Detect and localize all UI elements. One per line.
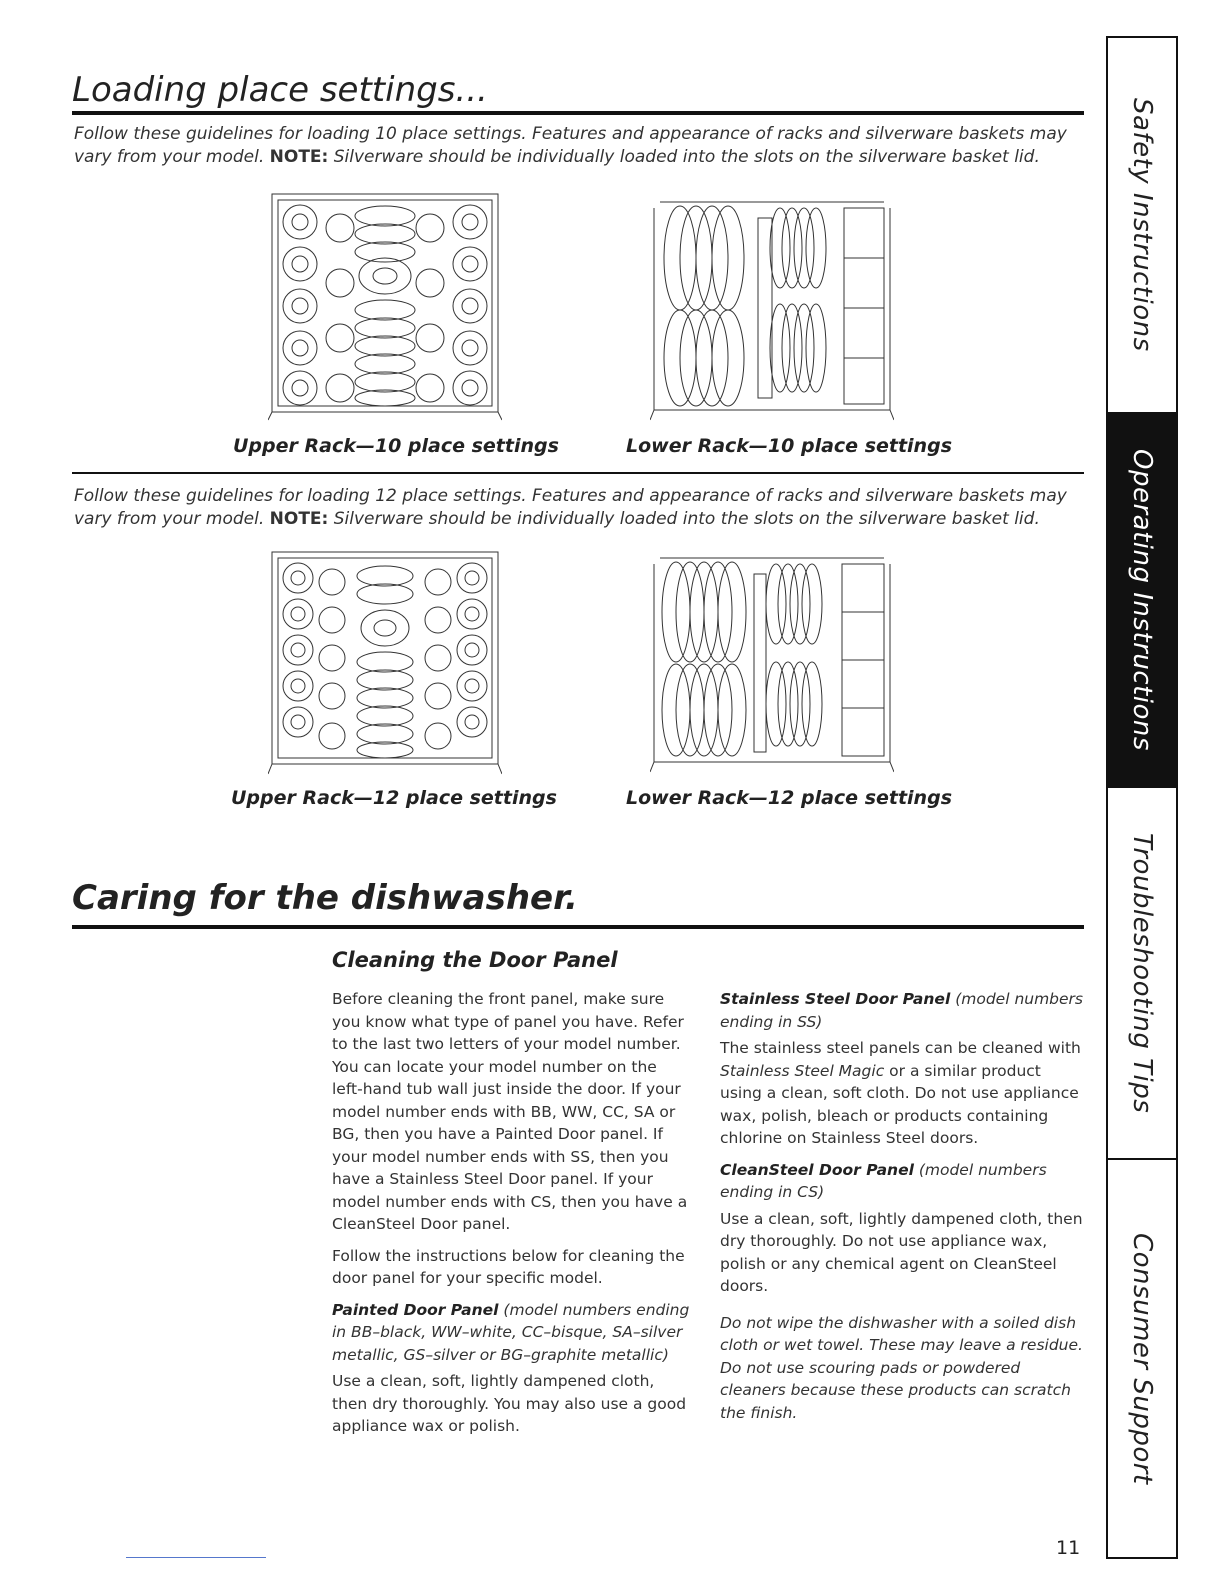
caption-upper-12: Upper Rack—12 place settings [231,787,557,809]
lower-rack-12-illustration [650,546,894,776]
caption-lower-10: Lower Rack—10 place settings [626,435,952,457]
note-label: NOTE: [269,147,329,167]
cs-models: (model numbers ending in CS) [720,1160,1047,1201]
lower-rack-10-illustration [650,188,894,424]
para-follow: Follow the instructions below for cleaning the door panel for your specific model. [332,1246,685,1287]
tab-safety-instructions[interactable] [1108,38,1176,412]
note-label-2: NOTE: [269,509,329,529]
title-rule [72,111,1084,115]
section-sidebar [1106,36,1178,1559]
painted-models: (model numbers ending in BB–black, WW–white, CC–bisque, SA–silver metallic, GS–silver or BG–graphite metallic) [332,1300,690,1364]
note-text: Silverware should be individually loaded into the slots on the silverware basket lid. [333,147,1040,167]
tab-safety-label: Safety Instructions [1127,98,1157,352]
column-left [332,988,692,1447]
intro-12-text: Follow these guidelines for loading 12 place settings. Features and appearance of racks and silverware baskets may vary from your model. [74,486,1067,529]
cs-heading [720,1159,1084,1204]
tab-troubleshooting-tips[interactable] [1108,788,1176,1158]
warning-text: Do not wipe the dishwasher with a soiled dish cloth or wet towel. These may leave a residue. Do not use scouring pads or powdered cleaners because these products can scratch the finish. [720,1313,1083,1422]
ss-text-a: The stainless steel panels can be cleaned with [720,1039,1081,1057]
caption-upper-10: Upper Rack—10 place settings [233,435,559,457]
tab-consumer-support[interactable] [1108,1160,1176,1557]
intro-10 [74,123,1084,169]
painted-text: Use a clean, soft, lightly dampened cloth, then dry thoroughly. You may also use a good appliance wax or polish. [332,1372,687,1435]
painted-label: Painted Door Panel [332,1300,499,1319]
intro-10-text: Follow these guidelines for loading 10 place settings. Features and appearance of racks and silverware baskets may vary from your model. [74,124,1067,167]
tab-operating-instructions[interactable] [1108,412,1176,788]
subhead-door-panel: Cleaning the Door Panel [332,948,618,972]
note-text-2: Silverware should be individually loaded into the slots on the silverware basket lid. [333,509,1040,529]
mid-rule [72,472,1084,474]
ss-label: Stainless Steel Door Panel [720,990,951,1008]
caring-rule [72,925,1084,929]
cs-text: Use a clean, soft, lightly dampened cloth, then dry thoroughly. Do not use appliance wax, polish or any chemical agent on CleanSteel doors. [720,1209,1083,1295]
column-right [720,988,1084,1433]
ss-heading [720,988,1084,1033]
section-title-loading: Loading place settings... [72,70,488,110]
intro-12 [74,485,1084,531]
tab-operating-label: Operating Instructions [1127,449,1157,751]
ss-text-b: or a similar product using a clean, soft cloth. Do not use appliance wax, polish, bleach or products containing chlorine on Stainless Steel doors. [720,1061,1079,1147]
upper-rack-10-illustration [268,188,502,422]
tab-troubleshooting-label: Troubleshooting Tips [1127,832,1157,1114]
tab-consumer-label: Consumer Support [1127,1232,1157,1485]
ss-text [720,1037,1084,1150]
ss-product: Stainless Steel Magic [720,1061,885,1080]
upper-rack-12-illustration [268,546,502,776]
para-model-number: Before cleaning the front panel, make sure you know what type of panel you have. Refer to the last two letters of your model number. You can locate your model number on the left-hand tub wall just inside the door. If your model number ends with BB, WW, CC, SA or BG, then you have a Painted Door panel. If your model number ends with SS, then you have a Stainless Steel Door panel. If your model number ends with CS, then you have a CleanSteel Door panel. [332,990,688,1233]
section-title-caring: Caring for the dishwasher. [72,878,578,918]
painted-heading [332,1299,692,1367]
footer-line [126,1557,266,1558]
caption-lower-12: Lower Rack—12 place settings [626,787,952,809]
ss-models: (model numbers ending in SS) [720,990,1084,1031]
cs-label: CleanSteel Door Panel [720,1160,914,1179]
page-number: 11 [1056,1537,1081,1559]
